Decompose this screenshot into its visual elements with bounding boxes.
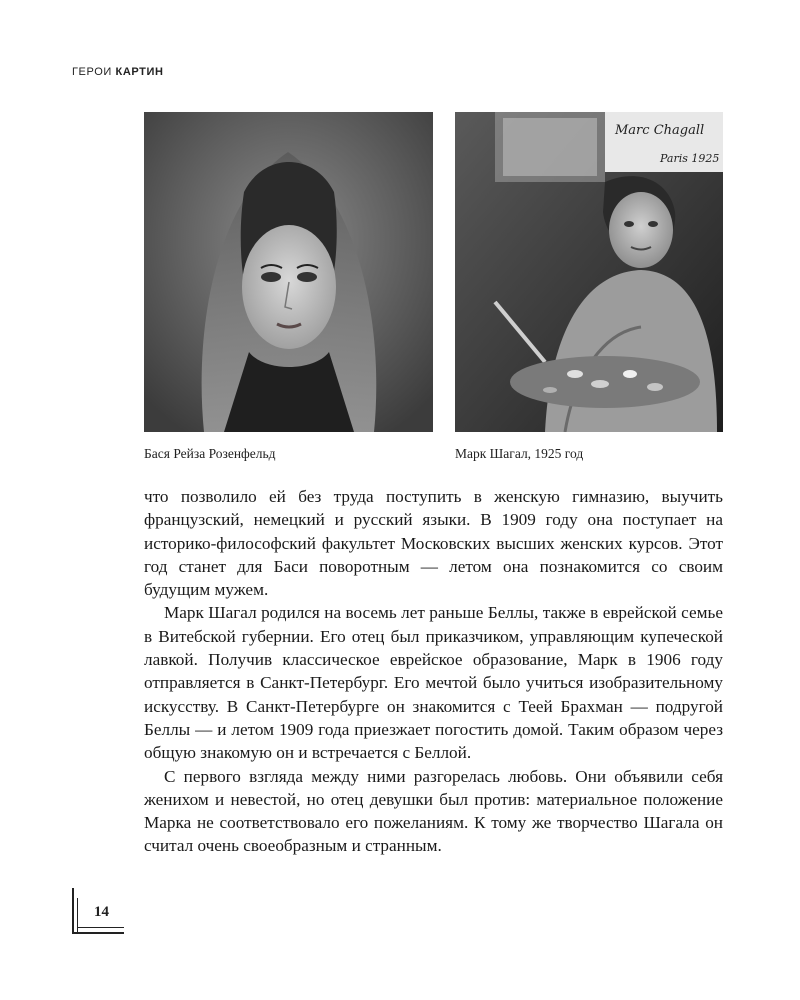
caption-bella: Бася Рейза Розенфельд [144,446,276,461]
running-head-prefix: ГЕРОИ [72,66,112,78]
body-text [144,485,723,858]
photo-bella-rosenfeld [144,112,433,432]
photo-marc-chagall [455,112,723,432]
caption-chagall: Марк Шагал, 1925 год [455,446,584,461]
page-number-frame [72,888,124,936]
portrait-illustration [455,112,723,432]
paragraph: С первого взгляда между ними разгорелась любовь. Они объявили себя женихом и невестой, но отец девушки был против: материальное положение Марка не соответствовало его пожеланиям. К тому же творчество Шагала он считал очень своеобразным и странным. [144,766,723,856]
autograph-inscription: Marc Chagall [615,123,705,138]
running-head-bold: КАРТИН [115,66,164,78]
svg-text:Paris 1925: Paris 1925 [660,152,720,165]
portrait-illustration [144,112,433,432]
page-number: 14 [94,904,109,920]
paragraph: что позволило ей без труда поступить в женскую гимназию, выучить французский, немецкий и русский языки. В 1909 году она поступает на историко-философский факультет Московских высших женских курсов. Этот год станет для Баси поворотным — летом она познакомится со своим будущим мужем. [144,487,723,600]
running-head [72,66,164,78]
paragraph: Марк Шагал родился на восемь лет раньше Беллы, также в еврейской семье в Витебской губернии. Его отец был приказчиком, управляющим купеческой лавкой. Получив классическое еврейское образование, Марк в 1906 году отправляется в Санкт-Петербург. Его мечтой было учиться изобразительному искусству. В Санкт-Петербурге он знакомится с Теей Брахман — подругой Беллы — и летом 1909 года приезжает погостить домой. Таким образом через общую знакомую он и встречается с Беллой. [144,603,723,763]
